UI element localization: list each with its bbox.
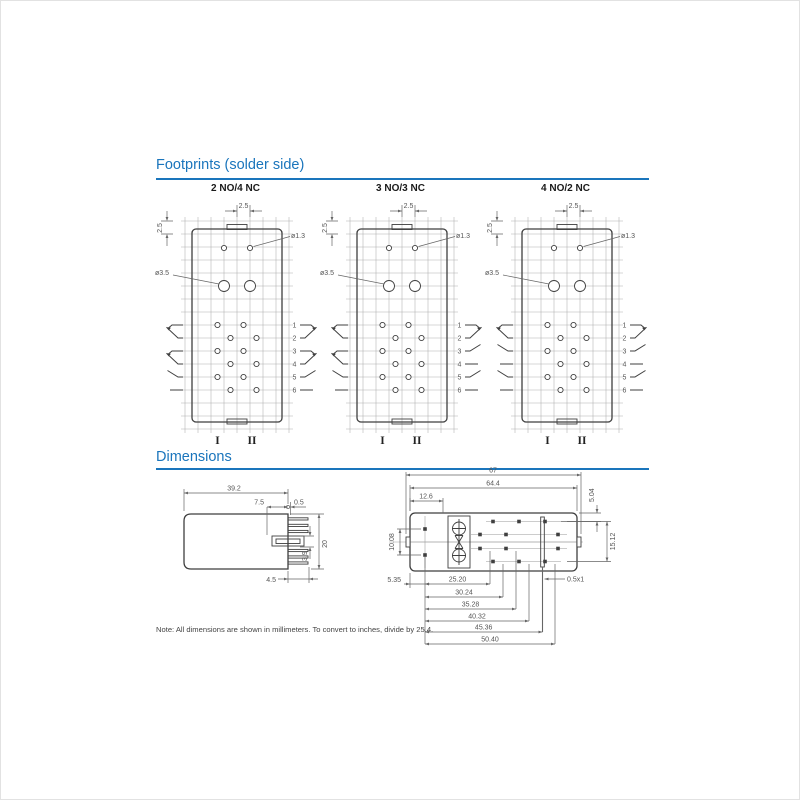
contact-pin-hole <box>571 322 576 327</box>
contact-pin-hole <box>380 322 385 327</box>
mounting-hole <box>575 281 586 292</box>
footprint-diagram-3no-3nc <box>318 197 483 449</box>
column-label-1: I <box>215 435 220 447</box>
chain-label-2: 30.24 <box>455 589 473 597</box>
grid-pitch-label: 2.5 <box>568 203 579 210</box>
chain-label-1: 25.20 <box>448 576 467 584</box>
solder-grid <box>181 217 293 433</box>
contact-pin-hole <box>571 348 576 353</box>
contact-pin-hole <box>571 374 576 379</box>
contact-pin-hole <box>254 387 259 392</box>
contact-pin-hole <box>419 387 424 392</box>
contact-pin-hole <box>254 361 259 366</box>
pin-number: 6 <box>457 387 462 395</box>
contact-pin-hole <box>393 361 398 366</box>
contact-pin-hole <box>380 348 385 353</box>
no-contact-symbol <box>498 345 514 352</box>
chain-label-6: 50.40 <box>481 636 499 644</box>
contact-pin-hole <box>215 374 220 379</box>
dim-label-slot: 0.5x1 <box>567 576 585 584</box>
column-label-2: II <box>577 435 587 447</box>
footprint-title-1: 2 NO/4 NC <box>211 183 260 194</box>
dim-5-35 <box>404 573 430 588</box>
dim-label-15-12: 15.12 <box>610 532 617 551</box>
footprint-title-2: 3 NO/3 NC <box>376 183 425 194</box>
dim-label-5-04: 5.04 <box>589 488 596 502</box>
mounting-hole <box>410 281 421 292</box>
contact-pin-hole <box>228 387 233 392</box>
pin-number: 1 <box>457 322 462 330</box>
column-label-1: I <box>545 435 550 447</box>
pin-number: 5 <box>622 374 627 382</box>
contact-pin-hole <box>406 374 411 379</box>
relay-pins-bottom <box>423 520 560 564</box>
no-contact-symbol <box>333 371 349 378</box>
small-hole-label: ø1.3 <box>621 233 636 240</box>
grid-pitch-label: 2.5 <box>403 203 414 210</box>
contact-pin-hole <box>558 387 563 392</box>
side-view-drawing <box>166 471 381 596</box>
pin-number: 1 <box>292 322 297 330</box>
column-label-2: II <box>247 435 257 447</box>
dim-label-3-9: 3.9 <box>302 551 309 561</box>
contact-pin-hole <box>241 322 246 327</box>
grid-pitch-label-vertical: 2.5 <box>322 223 329 233</box>
chain-label-4: 40.32 <box>468 613 486 621</box>
no-contact-symbol <box>465 345 481 352</box>
contact-pin-hole <box>584 387 589 392</box>
chain-label-5: 45.36 <box>474 624 493 632</box>
pin-number: 4 <box>292 361 297 369</box>
contact-pin-hole <box>419 361 424 366</box>
large-hole-label: ø3.5 <box>320 270 335 277</box>
contact-pin-hole <box>380 374 385 379</box>
units-note: Note: All dimensions are shown in millimeters. To convert to inches, divide by 25.4. <box>156 625 434 634</box>
pin-number: 3 <box>622 348 627 356</box>
no-contact-symbol <box>465 371 481 378</box>
pin-number: 2 <box>292 335 297 343</box>
dim-label-12-6: 12.6 <box>419 493 433 501</box>
footprint-title-3: 4 NO/2 NC <box>541 183 590 194</box>
contact-pin-hole <box>558 335 563 340</box>
pin-number: 2 <box>622 335 627 343</box>
dim-label-39-2: 39.2 <box>227 485 241 493</box>
contact-pin-hole <box>545 374 550 379</box>
large-hole-label: ø3.5 <box>155 270 170 277</box>
chain-label-3: 35.28 <box>461 601 480 609</box>
contact-pin-hole <box>215 348 220 353</box>
solder-grid <box>511 217 623 433</box>
pin-number: 5 <box>292 374 297 382</box>
small-hole-label: ø1.3 <box>291 233 306 240</box>
contact-pin-hole <box>241 374 246 379</box>
pin-number: 5 <box>457 374 462 382</box>
contact-pin-hole <box>545 348 550 353</box>
pin-number: 4 <box>457 361 462 369</box>
dim-label-67: 67 <box>489 467 497 475</box>
footprint-diagram-4no-2nc <box>483 197 648 449</box>
pin-number: 1 <box>622 322 627 330</box>
large-hole-label: ø3.5 <box>485 270 500 277</box>
mounting-hole <box>549 281 560 292</box>
no-contact-symbol <box>630 345 646 352</box>
grid-pitch-label: 2.5 <box>238 203 249 210</box>
small-hole-label: ø1.3 <box>456 233 471 240</box>
contact-pin-hole <box>215 322 220 327</box>
dim-label-4-5: 4.5 <box>266 577 276 584</box>
dim-label-20: 20 <box>322 540 329 548</box>
contact-pin-hole <box>558 361 563 366</box>
contact-pin-hole <box>584 361 589 366</box>
dim-label-64-4: 64.4 <box>486 480 500 488</box>
dim-15-12 <box>567 522 611 562</box>
no-contact-symbol <box>498 371 514 378</box>
dim-7-5 <box>267 505 290 535</box>
no-contact-symbol <box>168 371 184 378</box>
contact-pin-hole <box>584 335 589 340</box>
contact-pin-hole <box>241 348 246 353</box>
dim-label-0-5: 0.5 <box>294 499 304 507</box>
contact-pin-hole <box>545 322 550 327</box>
no-contact-symbol <box>630 371 646 378</box>
contact-pin-hole <box>419 335 424 340</box>
pin-number: 3 <box>457 348 462 356</box>
contact-pin-hole <box>254 335 259 340</box>
pin-number: 2 <box>457 335 462 343</box>
footprints-rule <box>156 178 649 180</box>
mounting-hole <box>219 281 230 292</box>
dim-64-4 <box>410 485 577 511</box>
contact-pin-hole <box>393 335 398 340</box>
dimensions-heading: Dimensions <box>156 449 232 465</box>
contact-pin-hole <box>406 322 411 327</box>
contact-pin-hole <box>228 361 233 366</box>
dim-label-10-08: 10.08 <box>389 533 396 551</box>
contact-pin-hole <box>406 348 411 353</box>
dim-label-7-5: 7.5 <box>254 499 264 507</box>
pin-number: 4 <box>622 361 627 369</box>
footprints-heading: Footprints (solder side) <box>156 157 305 173</box>
mounting-hole <box>245 281 256 292</box>
no-contact-symbol <box>300 371 316 378</box>
solder-grid <box>346 217 458 433</box>
pin-number: 6 <box>622 387 627 395</box>
footprint-diagrams <box>153 197 648 449</box>
grid-pitch-label-vertical: 2.5 <box>487 223 494 233</box>
footprint-titles <box>153 183 648 194</box>
pin-number: 3 <box>292 348 297 356</box>
pin-number: 6 <box>292 387 297 395</box>
contact-pin-hole <box>228 335 233 340</box>
dim-label-5-35: 5.35 <box>387 577 401 584</box>
mounting-hole <box>384 281 395 292</box>
footprint-diagram-2no-4nc <box>153 197 318 449</box>
column-label-2: II <box>412 435 422 447</box>
grid-pitch-label-vertical: 2.5 <box>157 223 164 233</box>
contact-pin-hole <box>393 387 398 392</box>
column-label-1: I <box>380 435 385 447</box>
